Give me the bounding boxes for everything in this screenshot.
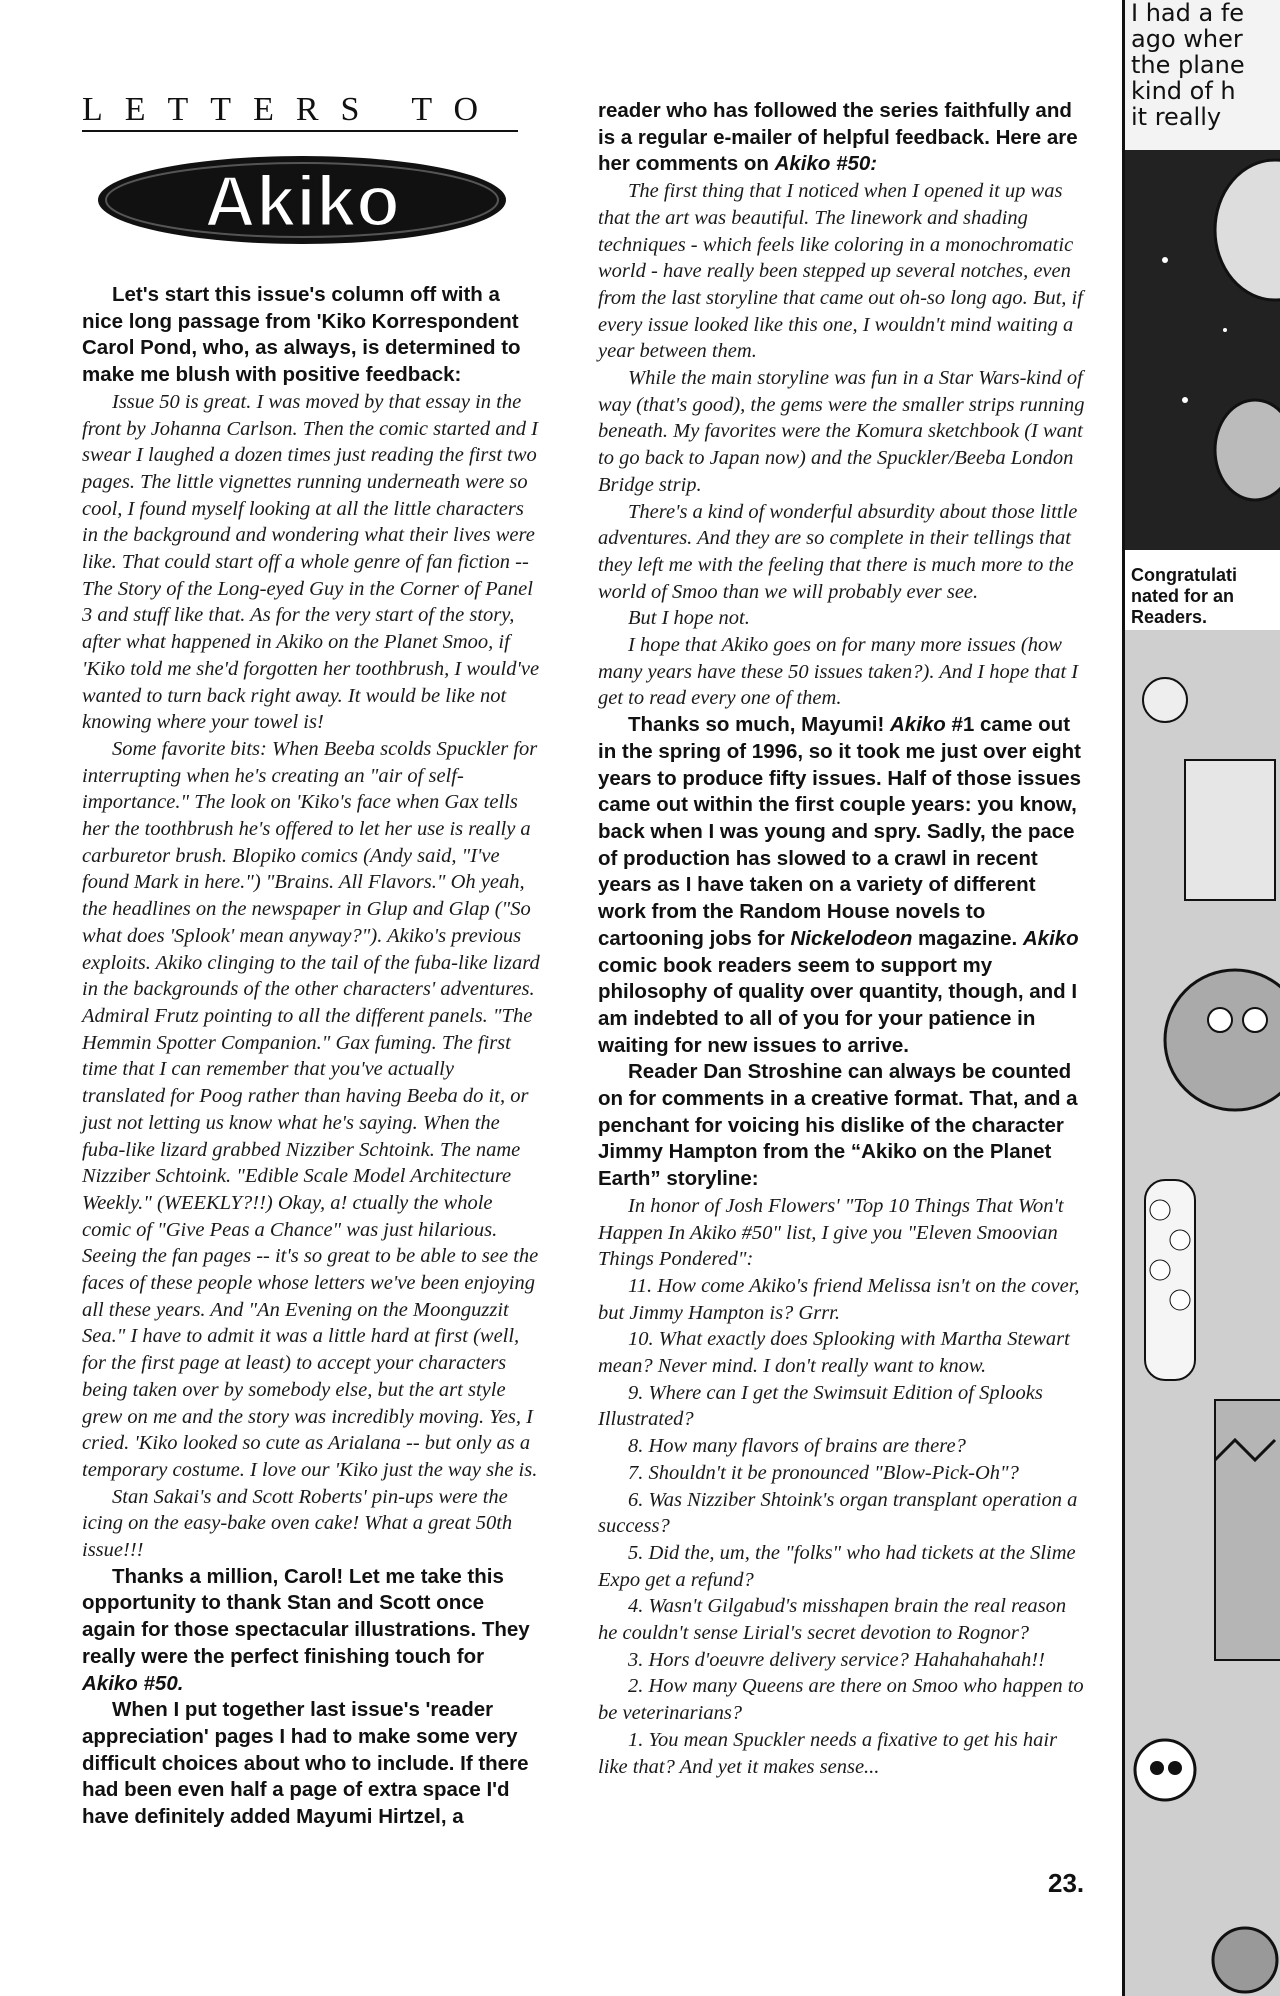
comic-illustration xyxy=(1125,0,1280,1996)
list-item: 11. How come Akiko's friend Melissa isn't on the cover, but Jimmy Hampton is? Grrr. xyxy=(598,1274,1080,1324)
page-number: 23. xyxy=(1048,1868,1085,1898)
handwritten-line: the plane xyxy=(1131,51,1245,79)
list-item: 7. Shouldn't it be pronounced "Blow-Pick-Oh"? xyxy=(628,1461,1019,1484)
comic-caption xyxy=(1131,565,1280,628)
list-item: 9. Where can I get the Swimsuit Edition of Splooks Illustrated? xyxy=(598,1381,1043,1431)
reply-title: Akiko xyxy=(890,713,946,737)
letter-mayumi-paragraph: The first thing that I noticed when I opened it up was that the art was beautiful. The linework and shading techniques - which feels like coloring in a monochromatic world - have really been stepped up several notches, even from the last storyline that came out oh-so long ago. But, if every issue looked like this one, I wouldn't mind waiting a year between them. xyxy=(598,180,1083,363)
side-comic-art xyxy=(1122,0,1280,1996)
list-item: 3. Hors d'oeuvre delivery service? Hahahahahah!! xyxy=(628,1648,1045,1671)
reply-title: Akiko #50. xyxy=(82,1671,184,1695)
reply-title: Akiko xyxy=(1022,926,1079,950)
caption-line: Readers. xyxy=(1131,607,1208,627)
reply-text: comic book readers seem to support my philosophy of quality over quantity, though, and I am indebted to all of you for your patience in waiting for new issues to arrive. xyxy=(598,953,1078,1057)
list-item: 10. What exactly does Splooking with Martha Stewart mean? Never mind. I don't really want to know. xyxy=(598,1328,1070,1378)
letter-dan-intro: In honor of Josh Flowers' "Top 10 Things That Won't Happen In Akiko #50" list, I give you "Eleven Smoovian Things Pondered": xyxy=(598,1194,1064,1271)
letter-carol-paragraph: Issue 50 is great. I was moved by that essay in the front by Johanna Carlson. Then the comic started and I swear I laughed a dozen times just reading the first two pages. The little vignettes running underneath were so cool, I found myself looking at all the little characters in the background and wondering what their lives were like. That could start off a whole genre of fan fiction -- The Story of the Long-eyed Guy in the Corner of Panel 3 and stuff like that. As for the very start of the story, after what happened in Akiko on the Planet Smoo, if 'Kiko told me she'd forgotten her toothbrush, I would've wanted to turn back right away. It would be like not knowing where your towel is! xyxy=(82,390,540,734)
list-item: 5. Did the, um, the "folks" who had tickets at the Slime Expo get a refund? xyxy=(598,1541,1076,1591)
letter-mayumi-paragraph: I hope that Akiko goes on for many more issues (how many years have these 50 issues taken?). And I hope that I get to read every one of them. xyxy=(598,634,1079,710)
list-item: 6. Was Nizziber Shtoink's organ transplant operation a success? xyxy=(598,1488,1078,1538)
reply-title: Nickelodeon xyxy=(790,926,913,950)
handwritten-line: I had a fe xyxy=(1131,0,1245,27)
reply-text: #1 came out in the spring of 1996, so it took me just over eight years to produce fifty issues. Half of those issues came out within the first couple years: you know, back when I was young and spry. Sadly, the pace of production has slowed to a crawl in recent years as I have taken on a variety of different work from the Random House novels to cartooning jobs for xyxy=(598,713,1082,950)
handwritten-line: it really xyxy=(1131,103,1222,131)
letter-carol-paragraph: Some favorite bits: When Beeba scolds Spuckler for interrupting when he's creating an "air of self-importance." The look on 'Kiko's face when Gax tells her the toothbrush he's offered to let her use is really a carburetor brush. Blopiko comics (Andy said, "I've found Mark in here.") "Brains. All Flavors." Oh yeah, the headlines on the newspaper in Glup and Glap ("So what does 'Splook' mean anyway?"). Akiko's previous exploits. Akiko clinging to the tail of the fuba-like lizard in the backgrounds of the other characters' adventures. Admiral Frutz pointing to all the different panels. "The Hemmin Spotter Companion." Gax fuming. The first time that I can remember that you've actually translated for Poog rather than having Beeba do it, or just not letting us know what he's saying. When the fuba-like lizard grabbed Nizziber Schtoink. The name Nizziber Schtoink. "Edible Scale Model Architecture Weekly." (WEEKLY?!!) Okay, a! ctually the whole comic of "Give Peas a Chance" was just hilarious. Seeing the fan pages -- it's so great to be able to see the faces of these people whose letters we've been enjoying all these years. And "An Evening on the Moonguzzit Sea." I have to admit it was a little hard at first (well, for the first page at least) to accept your characters being taken over by somebody else, but the art style grew on me and the story was incredibly moving. Yes, I cried. 'Kiko looked so cute as Arialana -- but only as a temporary costume. I love our 'Kiko just the way she is. xyxy=(82,737,540,1481)
intro-paragraph: Let's start this issue's column off with a nice long passage from 'Kiko Korrespondent Carol Pond, who, as always, is determined to make me blush with positive feedback: xyxy=(82,283,521,387)
list-item: 4. Wasn't Gilgabud's misshapen brain the real reason he couldn't sense Lirial's secret devotion to Rognor? xyxy=(598,1595,1067,1645)
reply-paragraph xyxy=(82,1564,540,1698)
column-header xyxy=(82,90,522,242)
handwritten-line: ago wher xyxy=(1131,25,1243,53)
reply-text: magazine. xyxy=(912,926,1023,950)
letters-to-heading: LETTERS TO xyxy=(82,90,518,132)
akiko-logo xyxy=(82,142,522,259)
reply-paragraph: When I put together last issue's 'reader appreciation' pages I had to make some very difficult choices about who to include. If there had been even half a page of extra space I'd have definitely added Mayumi Hirtzel, a xyxy=(82,1698,529,1829)
continued-text: reader who has followed the series faithfully and is a regular e-mailer of helpful feedback. Here are her comments on xyxy=(598,99,1078,176)
caption-line: Congratulati xyxy=(1131,565,1237,585)
continued-title: Akiko #50: xyxy=(774,152,878,176)
handwritten-line: kind of h xyxy=(1131,77,1236,105)
list-item: 8. How many flavors of brains are there? xyxy=(628,1435,966,1458)
list-item: 2. How many Queens are there on Smoo who happen to be veterinarians? xyxy=(598,1675,1084,1725)
letter-mayumi-paragraph: But I hope not. xyxy=(628,607,750,630)
caption-line: nated for an xyxy=(1131,586,1235,606)
dan-list xyxy=(598,1273,1088,1780)
letter-mayumi-paragraph: While the main storyline was fun in a Star Wars-kind of way (that's good), the gems were the smaller strips running beneath. My favorites were the Komura sketchbook (I want to go back to Japan now) and the Spuckler/Beeba London Bridge strip. xyxy=(598,367,1085,496)
reply-paragraph: Reader Dan Stroshine can always be counted on for comments in a creative format. That, and a penchant for voicing his dislike of the character Jimmy Hampton from the “Akiko on the Planet Earth” storyline: xyxy=(598,1060,1078,1191)
reply-text: Thanks a million, Carol! Let me take this opportunity to thank Stan and Scott once again for those spectacular illustrations. They really were the perfect finishing touch for xyxy=(82,1564,530,1668)
letter-mayumi-paragraph: There's a kind of wonderful absurdity about those little adventures. And they are so complete in their tellings that they left me with the feeling that there is much more to the world of Smoo than we will probably ever see. xyxy=(598,500,1078,603)
reply-text: Thanks so much, Mayumi! xyxy=(628,713,890,737)
letter-carol-paragraph: Stan Sakai's and Scott Roberts' pin-ups were the icing on the easy-bake oven cake! What a great 50th issue!!! xyxy=(82,1485,513,1562)
list-item: 1. You mean Spuckler needs a fixative to get his hair like that? And yet it makes sense... xyxy=(598,1728,1058,1778)
reply-paragraph xyxy=(598,712,1088,1059)
logo-text: Akiko xyxy=(203,162,401,242)
continued-paragraph xyxy=(598,98,1088,178)
